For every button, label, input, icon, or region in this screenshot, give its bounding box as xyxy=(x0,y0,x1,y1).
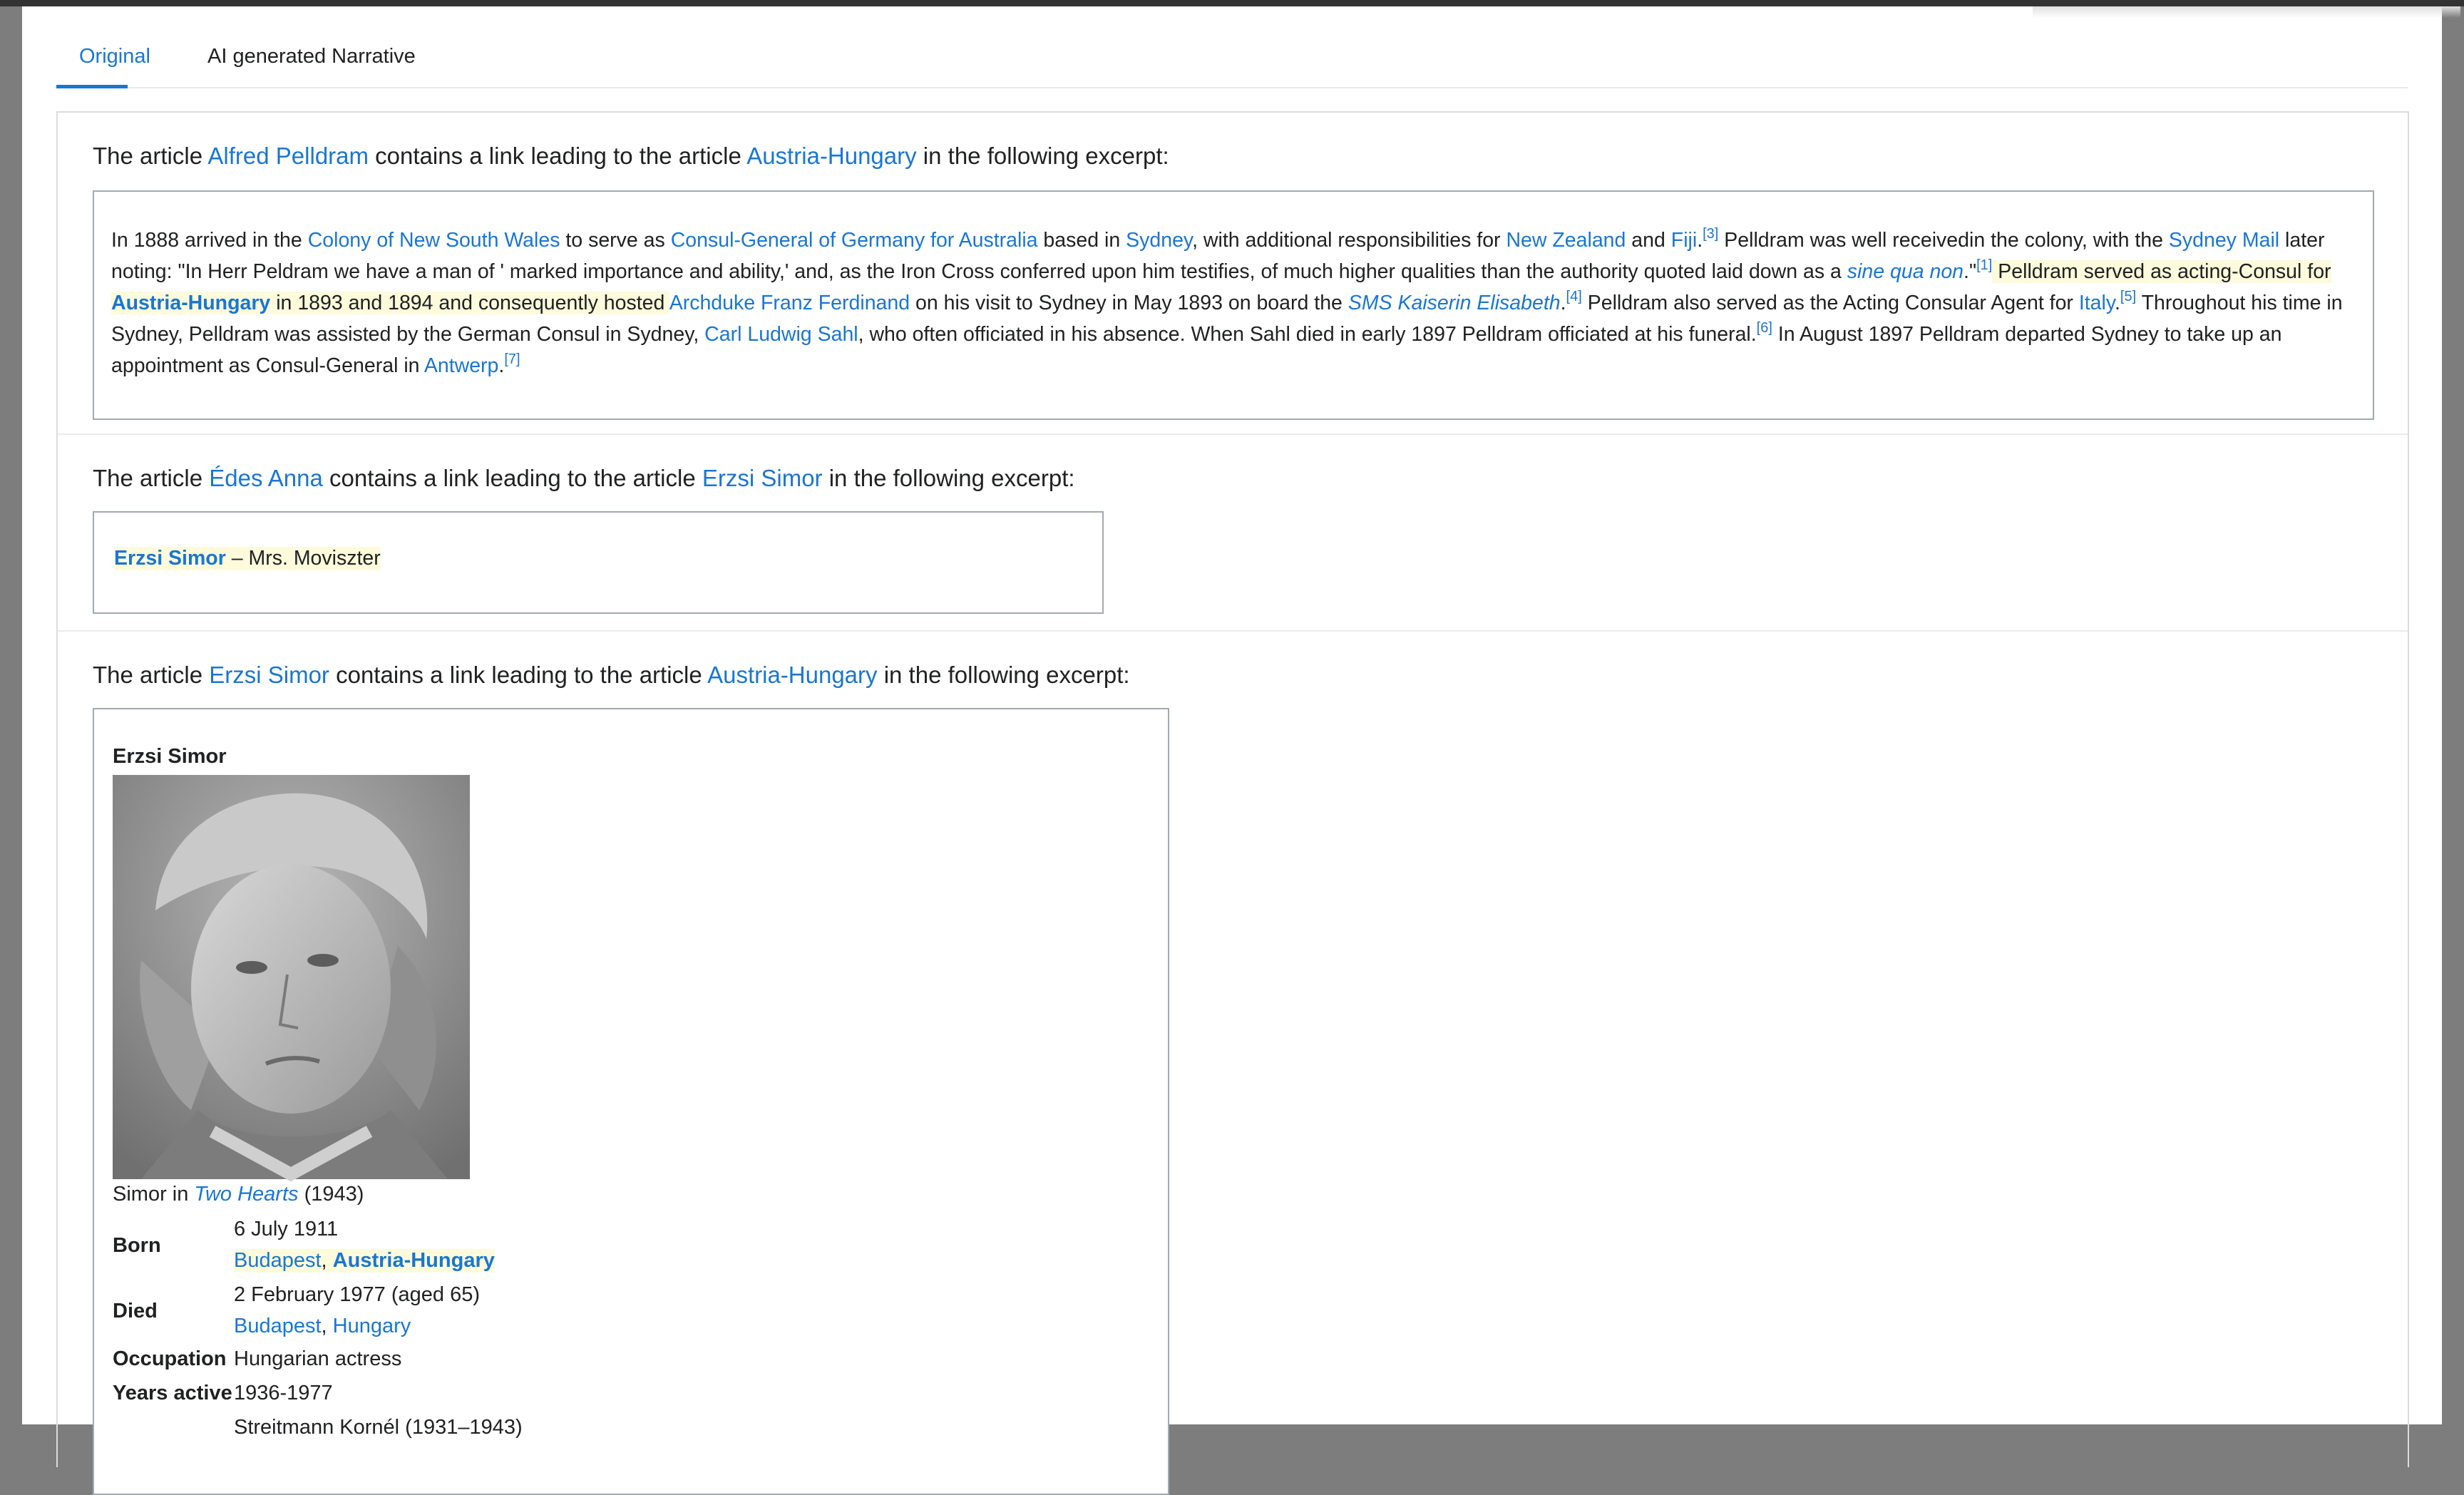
infobox-title: Erzsi Simor xyxy=(113,745,227,768)
link-archduke-franz-ferdinand[interactable]: Archduke Franz Ferdinand xyxy=(669,292,910,314)
heading-text: in the following excerpt: xyxy=(822,465,1075,491)
portrait-photo xyxy=(113,775,470,1179)
link-austria-hungary[interactable]: Austria-Hungary xyxy=(332,1249,495,1272)
section-heading xyxy=(93,662,1130,689)
link-fiji[interactable]: Fiji xyxy=(1670,229,1698,252)
reference-link[interactable]: [3] xyxy=(1703,225,1719,242)
target-article-link[interactable]: Erzsi Simor xyxy=(702,465,823,491)
link-austria-hungary-highlight[interactable]: Austria-Hungary xyxy=(111,292,271,314)
portrait-image xyxy=(113,775,470,1179)
link-sydney-mail[interactable]: Sydney Mail xyxy=(2168,229,2280,252)
link-new-zealand[interactable]: New Zealand xyxy=(1506,229,1626,252)
link-consul-general[interactable]: Consul-General of Germany for Australia xyxy=(670,229,1038,252)
heading-text: The article xyxy=(93,143,208,169)
source-article-link[interactable]: Édes Anna xyxy=(209,465,323,491)
highlighted-passage: Pelldram served as acting-Consul for Austria-Hungary in 1893 and 1894 and consequently hosted xyxy=(111,260,2331,314)
occupation-value: Hungarian actress xyxy=(234,1347,402,1370)
link-budapest[interactable]: Budapest xyxy=(234,1315,322,1337)
link-carl-ludwig-sahl[interactable]: Carl Ludwig Sahl xyxy=(704,323,858,346)
born-date: 6 July 1911 xyxy=(234,1218,339,1240)
occupation-label: Occupation xyxy=(113,1347,227,1370)
window-top-bar xyxy=(0,0,2464,6)
excerpt-box xyxy=(93,511,1104,614)
heading-text: in the following excerpt: xyxy=(916,143,1169,169)
target-article-link[interactable]: Austria-Hungary xyxy=(746,143,917,169)
reference-link[interactable]: [1] xyxy=(1976,257,1993,273)
heading-text: The article xyxy=(93,465,210,491)
reference-link[interactable]: [6] xyxy=(1756,319,1772,336)
link-section-2 xyxy=(58,435,2408,630)
tab-bar xyxy=(56,6,2408,88)
link-colony-nsw[interactable]: Colony of New South Wales xyxy=(307,229,560,252)
link-sydney[interactable]: Sydney xyxy=(1126,229,1193,252)
heading-text: contains a link leading to the article xyxy=(329,662,708,688)
photo-caption: Simor in Two Hearts (1943) xyxy=(113,1183,364,1206)
link-section-1 xyxy=(58,113,2408,433)
born-place: Budapest, Austria-Hungary xyxy=(234,1249,495,1272)
heading-text: contains a link leading to the article xyxy=(322,465,702,491)
link-sms-kaiserin-elisabeth[interactable]: SMS Kaiserin Elisabeth xyxy=(1348,292,1561,314)
link-italy[interactable]: Italy xyxy=(2078,292,2115,314)
section-heading xyxy=(93,465,1075,492)
section-heading xyxy=(93,143,1169,170)
link-section-3 xyxy=(58,632,2408,1487)
link-erzsi-simor[interactable]: Erzsi Simor xyxy=(114,547,226,570)
reference-link[interactable]: [4] xyxy=(1566,288,1582,304)
source-article-link[interactable]: Erzsi Simor xyxy=(209,662,329,688)
heading-text: in the following excerpt: xyxy=(877,662,1130,688)
died-place: Budapest, Hungary xyxy=(234,1315,411,1337)
excerpt-text: – Mrs. Moviszter xyxy=(225,547,381,570)
main-panel xyxy=(22,6,2442,1439)
source-article-link[interactable]: Alfred Pelldram xyxy=(207,143,369,169)
link-budapest[interactable]: Budapest xyxy=(234,1249,322,1272)
died-label: Died xyxy=(113,1300,158,1322)
excerpt-text: In 1888 arrived in the Colony of New South Wales to serve as Consul-General of Germany for Australia based in Sydney, with additional responsibilities for New Zealand and Fiji.[3] Pelldram was well receivedin the colony, with the Sydney Mail later noting: "In Herr Peldram we have a man of ' marked importance and ability,' and, as the Iron Cross conferred upon him testifies, of much higher qualities than the authority quoted laid down as a sine qua non."[1] Pelldram served as acting-Consul for Austria-Hungary in 1893 and 1894 and consequently hosted Archduke Franz Ferdinand on his visit to Sydney in May 1893 on board the SMS Kaiserin Elisabeth.[4] Pelldram also served as the Acting Consular Agent for Italy.[5] Throughout his time in Sydney, Pelldram was assisted by the German Consul in Sydney, Carl Ludwig Sahl, who often officiated in his absence. When Sahl died in early 1897 Pelldram officiated at his funeral.[6] In August 1897 Pelldram departed Sydney to take up an appointment as Consul-General in Antwerp.[7] xyxy=(111,225,2343,377)
infobox xyxy=(93,708,1169,1495)
reference-link[interactable]: [7] xyxy=(504,351,520,367)
spouse-value: Streitmann Kornél (1931–1943) xyxy=(234,1416,523,1439)
tab-original[interactable]: Original xyxy=(79,45,150,68)
heading-text: contains a link leading to the article xyxy=(369,143,747,169)
target-article-link[interactable]: Austria-Hungary xyxy=(707,662,878,688)
born-label: Born xyxy=(113,1234,161,1257)
link-sine-qua-non[interactable]: sine qua non xyxy=(1847,260,1964,283)
results-container xyxy=(56,111,2409,1467)
excerpt-box xyxy=(93,190,2374,420)
died-date: 2 February 1977 (aged 65) xyxy=(234,1283,480,1306)
reference-link[interactable]: [5] xyxy=(2120,288,2137,304)
years-active-value: 1936-1977 xyxy=(234,1382,333,1404)
active-tab-indicator xyxy=(56,85,128,88)
tab-ai-narrative[interactable]: AI generated Narrative xyxy=(207,45,416,68)
link-antwerp[interactable]: Antwerp xyxy=(423,354,499,377)
link-two-hearts[interactable]: Two Hearts xyxy=(194,1183,299,1206)
heading-text: The article xyxy=(93,662,210,688)
link-hungary[interactable]: Hungary xyxy=(332,1315,411,1337)
highlighted-passage xyxy=(114,547,381,570)
years-active-label: Years active xyxy=(113,1382,232,1404)
